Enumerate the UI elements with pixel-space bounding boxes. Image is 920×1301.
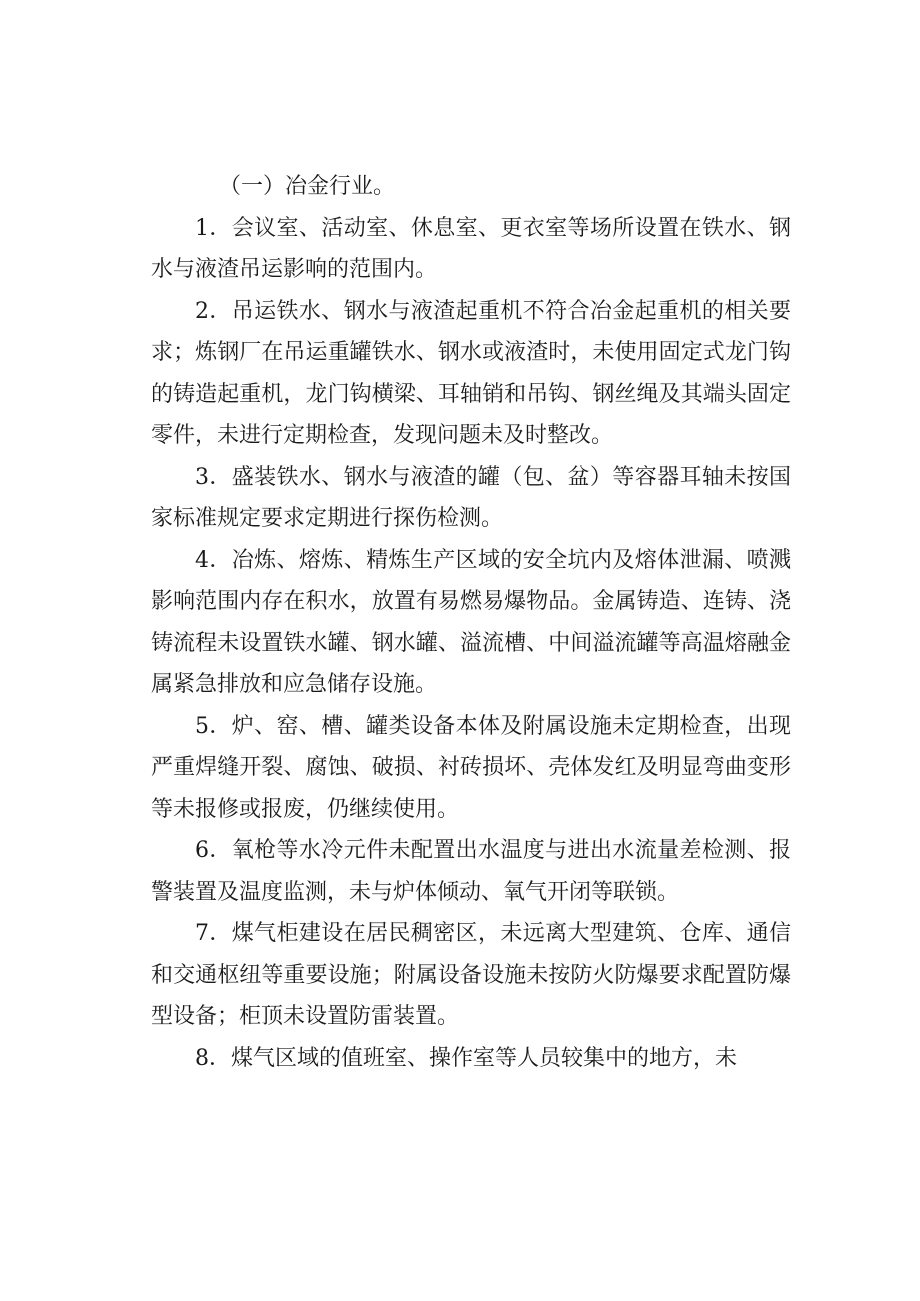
paragraph-item-4: 4．冶炼、熔炼、精炼生产区域的安全坑内及熔体泄漏、喷溅影响范围内存在积水，放置有易燃易爆物品。金属铸造、连铸、浇铸流程未设置铁水罐、钢水罐、溢流槽、中间溢流罐等高温熔融金属紧急排放和应急储存设施。 xyxy=(151,547,791,697)
paragraph-item-7: 7．煤气柜建设在居民稠密区，未远离大型建筑、仓库、通信和交通枢纽等重要设施；附属设备设施未按防火防爆要求配置防爆型设备；柜顶未设置防雷装置。 xyxy=(151,921,791,1029)
paragraph-item-6: 6．氧枪等水冷元件未配置出水温度与进出水流量差检测、报警装置及温度监测，未与炉体倾动、氧气开闭等联锁。 xyxy=(151,838,791,905)
section-heading: （一）冶金行业。 xyxy=(219,174,396,199)
paragraph-item-8: 8．煤气区域的值班室、操作室等人员较集中的地方，未 xyxy=(195,1045,737,1071)
paragraph-item-1: 1．会议室、活动室、休息室、更衣室等场所设置在铁水、钢水与液渣吊运影响的范围内。 xyxy=(151,215,791,282)
paragraph-item-3: 3．盛装铁水、钢水与液渣的罐（包、盆）等容器耳轴未按国家标准规定要求定期进行探伤检测。 xyxy=(151,464,791,531)
paragraph-item-2: 2．吊运铁水、钢水与液渣起重机不符合冶金起重机的相关要求；炼钢厂在吊运重罐铁水、钢水或液渣时，未使用固定式龙门钩的铸造起重机，龙门钩横梁、耳轴销和吊钩、钢丝绳及其端头固定零件，未进行定期检查，发现问题未及时整改。 xyxy=(151,298,791,448)
document-body xyxy=(151,166,791,1079)
paragraph-item-5: 5．炉、窑、槽、罐类设备本体及附属设施未定期检查，出现严重焊缝开裂、腐蚀、破损、衬砖损坏、壳体发红及明显弯曲变形等未报修或报废，仍继续使用。 xyxy=(151,713,791,822)
